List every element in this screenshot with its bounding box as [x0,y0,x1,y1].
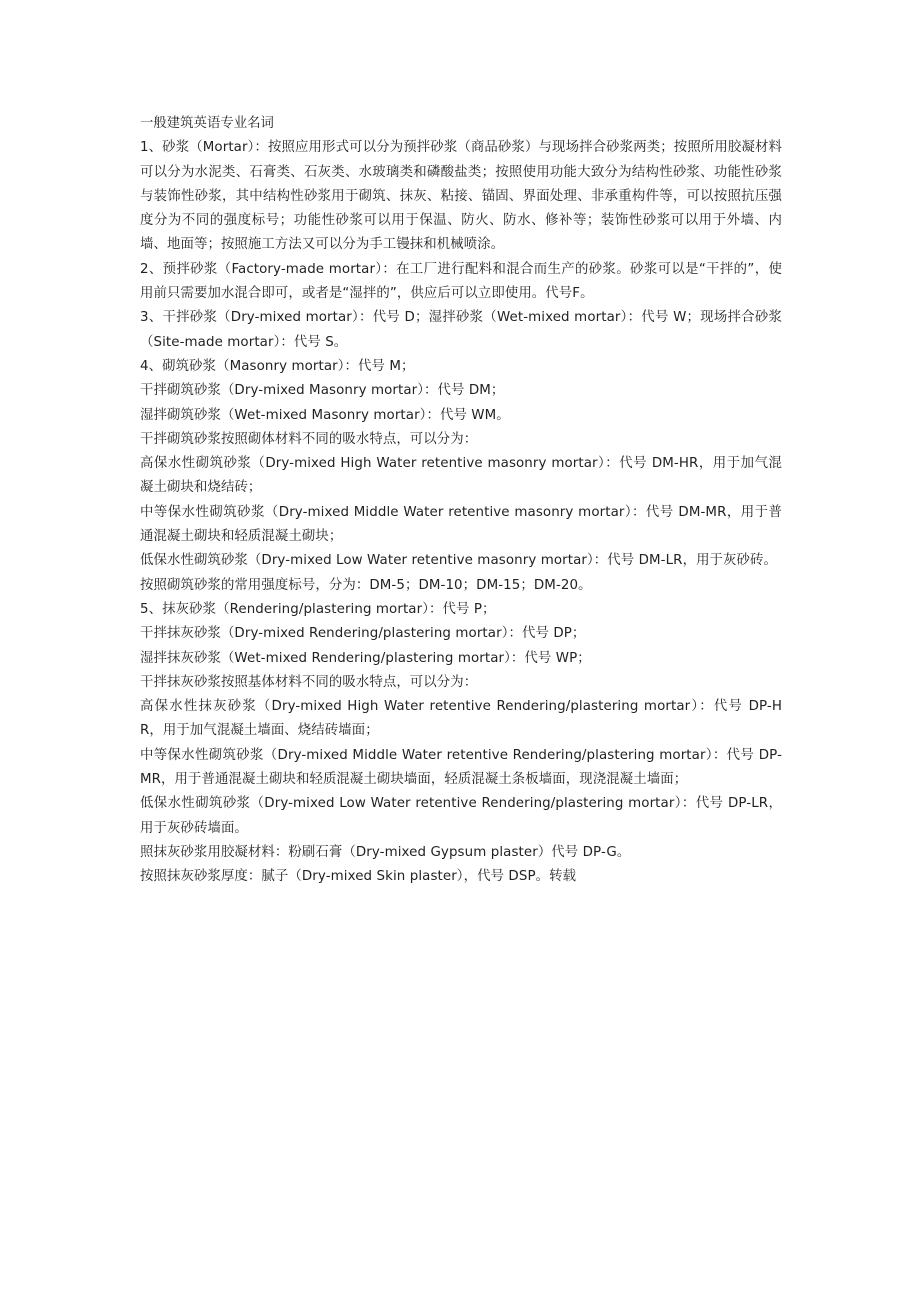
paragraph-dm-lr: 低保水性砌筑砂浆（Dry-mixed Low Water retentive masonry mortar）：代号 DM-LR，用于灰砂砖。 [140,553,778,569]
paragraph-dm-hr: 高保水性砌筑砂浆（Dry-mixed High Water retentive masonry mortar）：代号 DM-HR，用于加气混凝土砌块和烧结砖； [140,456,782,496]
paragraph-dsp: 按照抹灰砂浆厚度：腻子（Dry-mixed Skin plaster），代号 DSP。转载 [140,869,577,885]
paragraph-masonry-classification: 干拌砌筑砂浆按照砌体材料不同的吸水特点，可以分为： [140,431,478,447]
paragraph-rendering-classification: 干拌抹灰砂浆按照基体材料不同的吸水特点，可以分为： [140,674,478,690]
paragraph-dp-lr: 低保水性砌筑砂浆（Dry-mixed Low Water retentive Rendering/plastering mortar）：代号 DP-LR，用于灰砂砖墙面。 [140,796,782,836]
paragraph-dry-masonry-mortar: 干拌砌筑砂浆（Dry-mixed Masonry mortar）：代号 DM； [140,383,505,399]
paragraph-dry-wet-site-mortar: 3、干拌砂浆（Dry-mixed mortar）：代号 D；湿拌砂浆（Wet-mixed mortar）：代号 W；现场拌合砂浆（Site-made mortar）：代号 S。 [140,310,782,350]
paragraph-rendering-mortar: 5、抹灰砂浆（Rendering/plastering mortar）：代号 P； [140,601,496,617]
paragraph-masonry-strength-grades: 按照砌筑砂浆的常用强度标号，分为：DM-5；DM-10；DM-15；DM-20。 [140,577,592,593]
document-page [140,112,782,890]
paragraph-dp-mr: 中等保水性砌筑砂浆（Dry-mixed Middle Water retentive Rendering/plastering mortar）：代号 DP-MR，用于普通混凝土砌块和轻质混凝土砌块墙面，轻质混凝土条板墙面，现浇混凝土墙面； [140,747,782,788]
paragraph-dm-mr: 中等保水性砌筑砂浆（Dry-mixed Middle Water retentive masonry mortar）：代号 DM-MR，用于普通混凝土砌块和轻质混凝土砌块； [140,504,782,545]
paragraph-dp-hr: 高保水性抹灰砂浆（Dry-mixed High Water retentive Rendering/plastering mortar）：代号 DP-HR，用于加气混凝土墙面、烧结砖墙面； [140,699,782,739]
document-title: 一般建筑英语专业名词 [140,116,274,131]
paragraph-mortar-definition: 1、砂浆（Mortar）：按照应用形式可以分为预拌砂浆（商品砂浆）与现场拌合砂浆两类；按照所用胶凝材料可以分为水泥类、石膏类、石灰类、水玻璃类和磷酸盐类；按照使用功能大致分为结构性砂浆、功能性砂浆与装饰性砂浆，其中结构性砂浆用于砌筑、抹灰、粘接、锚固、界面处理、非承重构件等，可以按照抗压强度分为不同的强度标号；功能性砂浆可以用于保温、防火、防水、修补等；装饰性砂浆可以用于外墙、内墙、地面等；按照施工方法又可以分为手工镘抹和机械喷涂。 [140,140,782,253]
paragraph-factory-made-mortar: 2、预拌砂浆（Factory-made mortar）：在工厂进行配料和混合而生产的砂浆。砂浆可以是“干拌的”，使用前只需要加水混合即可，或者是“湿拌的”，供应后可以立即使用。代号F。 [140,261,782,302]
paragraph-wet-rendering-mortar: 湿拌抹灰砂浆（Wet-mixed Rendering/plastering mortar）：代号 WP； [140,650,591,666]
paragraph-dp-g: 照抹灰砂浆用胶凝材料：粉刷石膏（Dry-mixed Gypsum plaster）代号 DP-G。 [140,844,631,860]
paragraph-masonry-mortar: 4、砌筑砂浆（Masonry mortar）：代号 M； [140,358,415,374]
paragraph-wet-masonry-mortar: 湿拌砌筑砂浆（Wet-mixed Masonry mortar）：代号 WM。 [140,407,510,423]
paragraph-dry-rendering-mortar: 干拌抹灰砂浆（Dry-mixed Rendering/plastering mortar）：代号 DP； [140,626,586,642]
